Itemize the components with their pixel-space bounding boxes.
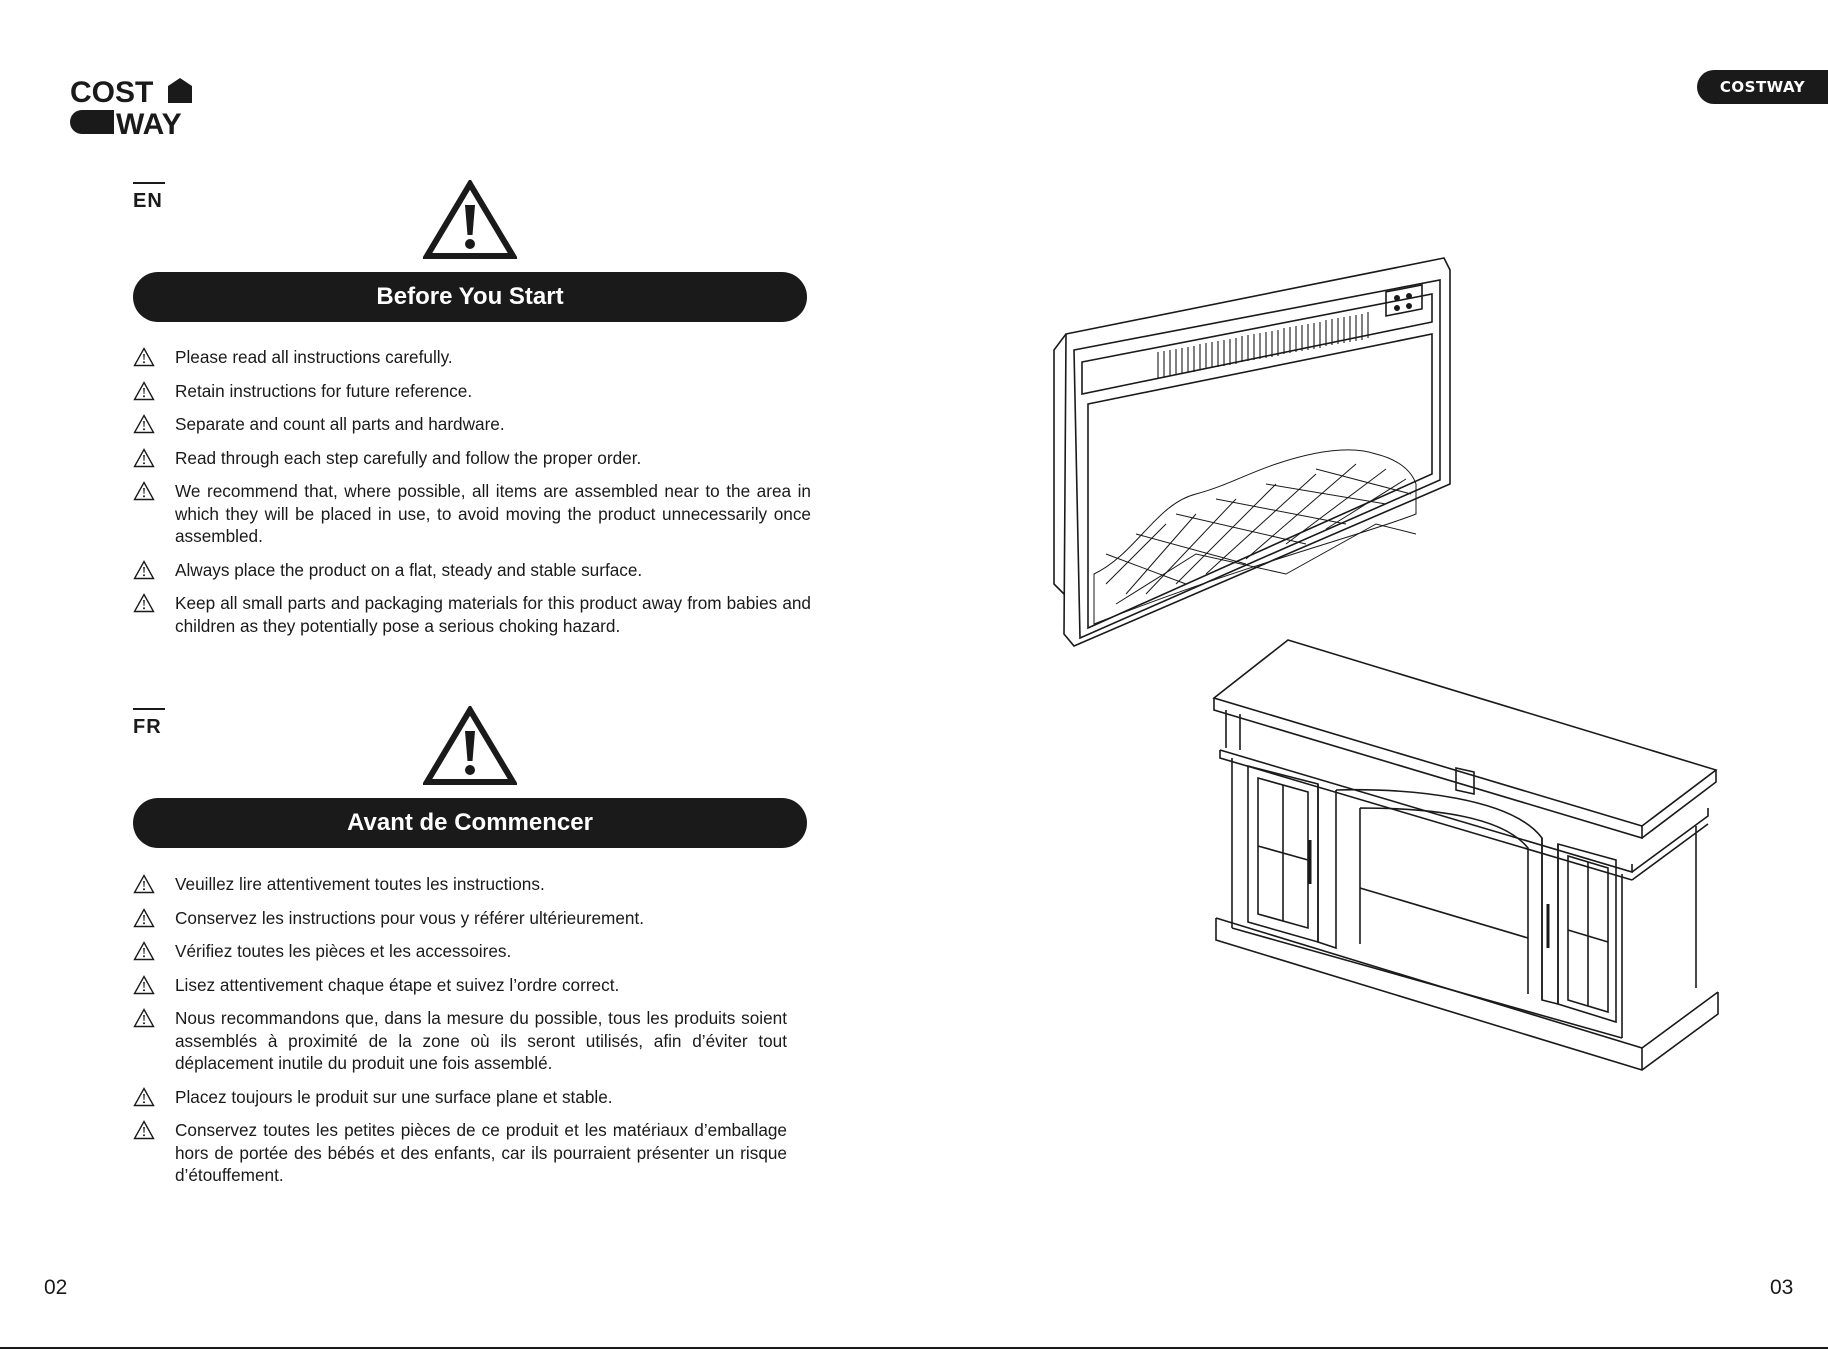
instruction-item xyxy=(133,480,811,548)
warning-triangle-icon xyxy=(133,1120,155,1140)
instruction-item xyxy=(133,1119,787,1187)
instruction-item xyxy=(133,1007,787,1075)
logo-text-bottom: WAY xyxy=(116,108,182,138)
instruction-text: Please read all instructions carefully. xyxy=(175,347,453,367)
warning-triangle-icon xyxy=(133,1087,155,1107)
lang-label-fr xyxy=(133,708,165,739)
instruction-text: Lisez attentivement chaque étape et suivez l’ordre correct. xyxy=(175,974,620,995)
warning-triangle-icon xyxy=(423,706,517,786)
tv-stand-illustration xyxy=(1212,638,1720,1073)
instruction-item xyxy=(133,380,811,403)
instruction-text: Keep all small parts and packaging materials for this product away from babies and children as they potentially pose a serious choking hazard. xyxy=(175,593,811,636)
instruction-item xyxy=(133,907,787,930)
warning-triangle-icon xyxy=(133,448,155,468)
warning-triangle-icon xyxy=(133,908,155,928)
warning-triangle-icon xyxy=(133,874,155,894)
instruction-item xyxy=(133,974,787,997)
instruction-item xyxy=(133,940,787,963)
fireplace-insert-illustration xyxy=(1046,254,1456,649)
instruction-text: Retain instructions for future reference. xyxy=(175,380,473,401)
lang-text-en: EN xyxy=(133,190,163,212)
section-title-en: Before You Start xyxy=(133,272,807,322)
instruction-text: Vérifiez toutes les pièces et les accessoires. xyxy=(175,941,512,961)
warning-triangle-icon xyxy=(133,1008,155,1028)
warning-triangle-icon xyxy=(133,381,155,401)
instruction-item xyxy=(133,1086,787,1109)
warning-triangle-icon xyxy=(133,593,155,613)
instruction-item xyxy=(133,413,811,436)
instruction-text: Always place the product on a flat, steady and stable surface. xyxy=(175,559,643,580)
logo-house-icon xyxy=(168,78,192,103)
warning-triangle-icon xyxy=(133,560,155,580)
lang-label-en xyxy=(133,182,165,213)
warning-triangle-icon xyxy=(133,347,155,367)
instruction-list-en xyxy=(133,346,811,648)
instruction-list-fr xyxy=(133,873,787,1198)
page-number-left: 02 xyxy=(44,1276,68,1299)
warning-triangle-icon xyxy=(423,180,517,260)
warning-triangle-icon xyxy=(133,975,155,995)
warning-triangle-icon xyxy=(133,414,155,434)
instruction-item xyxy=(133,559,811,582)
instruction-text: Conservez toutes les petites pièces de ce produit et les matériaux d’emballage hors de portée des bébés et des enfants, car ils pourraient présenter un risque d’étouffement. xyxy=(175,1120,787,1185)
warning-triangle-icon xyxy=(133,481,155,501)
brand-tab: COSTWAY xyxy=(1697,70,1828,104)
instruction-item xyxy=(133,346,811,369)
instruction-text: Nous recommandons que, dans la mesure du possible, tous les produits soient assemblés à proximité de la zone où ils seront utilisés, afin d’éviter tout déplacement inutile du produit une fois assemblé. xyxy=(175,1008,787,1073)
instruction-text: We recommend that, where possible, all items are assembled near to the area in which they will be placed in use, to avoid moving the product unnecessarily once assembled. xyxy=(175,481,811,546)
instruction-text: Veuillez lire attentivement toutes les instructions. xyxy=(175,874,545,894)
instruction-item xyxy=(133,592,811,637)
logo-text-top: COST xyxy=(70,76,154,109)
costway-logo xyxy=(70,76,206,138)
page-number-right: 03 xyxy=(1770,1276,1794,1299)
warning-triangle-icon xyxy=(133,941,155,961)
section-title-fr: Avant de Commencer xyxy=(133,798,807,848)
instruction-text: Read through each step carefully and follow the proper order. xyxy=(175,447,642,468)
instruction-text: Separate and count all parts and hardware. xyxy=(175,414,505,434)
lang-text-fr: FR xyxy=(133,716,162,738)
instruction-text: Placez toujours le produit sur une surface plane et stable. xyxy=(175,1086,613,1107)
instruction-item xyxy=(133,447,811,470)
instruction-item xyxy=(133,873,787,896)
instruction-text: Conservez les instructions pour vous y référer ultérieurement. xyxy=(175,907,645,928)
